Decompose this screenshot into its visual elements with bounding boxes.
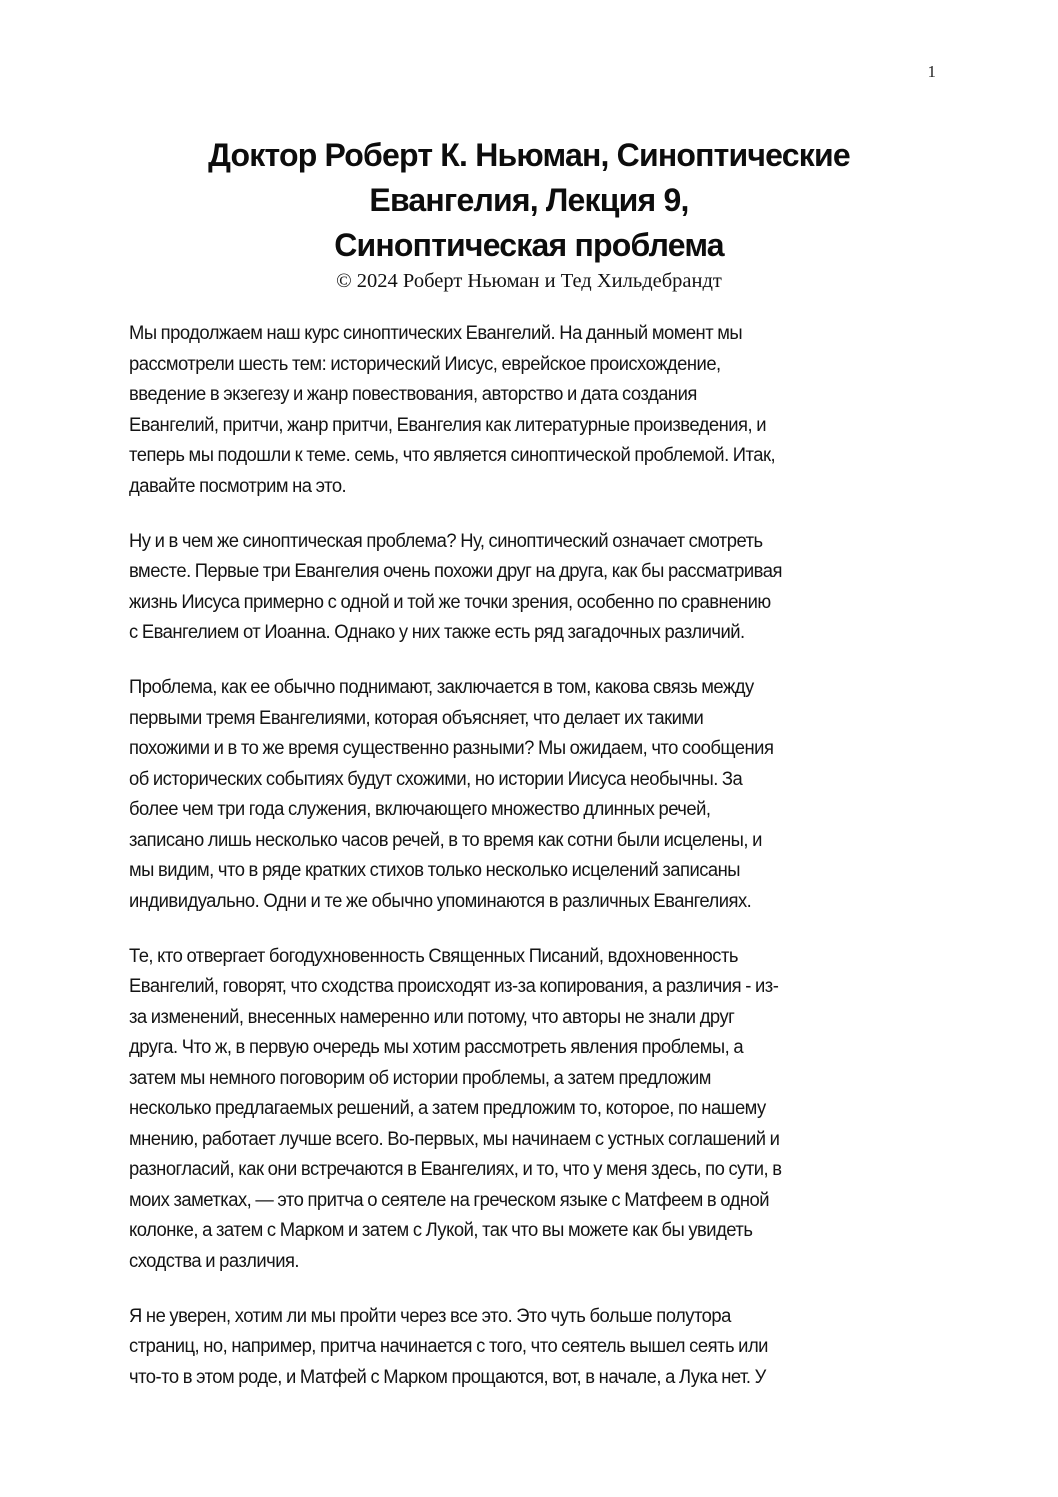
text-line: страниц, но, например, притча начинается с того, что сеятель вышел сеять или [129, 1335, 768, 1357]
document-body [129, 318, 949, 1417]
text-line: Те, кто отвергает богодухновенность Священных Писаний, вдохновенность [129, 944, 738, 967]
text-line: за изменений, внесенных намеренно или потому, что авторы не знали друг [129, 1005, 735, 1028]
text-line: колонке, а затем с Марком и затем с Лукой, так что вы можете как бы увидеть [129, 1219, 753, 1241]
text-line: друга. Что ж, в первую очередь мы хотим рассмотреть явления проблемы, а [129, 1036, 744, 1058]
text-line: жизнь Иисуса примерно с одной и той же точки зрения, особенно по сравнению [129, 590, 771, 613]
text-line: более чем три года служения, включающего множество длинных речей, [129, 798, 711, 820]
paragraph-1 [129, 318, 949, 501]
text-line: вместе. Первые три Евангелия очень похожи друг на друга, как бы рассматривая [129, 560, 782, 582]
paragraph-5 [129, 1301, 949, 1393]
text-line: разногласий, как они встречаются в Евангелиях, и то, что у меня здесь, по сути, в [129, 1158, 782, 1180]
document-title-line-2: Евангелия, Лекция 9, [369, 182, 689, 218]
text-line: несколько предлагаемых решений, а затем предложим то, которое, по нашему [129, 1097, 766, 1119]
paragraph-2 [129, 526, 949, 648]
page-number: 1 [927, 62, 936, 81]
paragraph-4 [129, 941, 949, 1277]
text-line: Евангелий, говорят, что сходства происходят из-за копирования, а различия - из- [129, 975, 779, 997]
text-line: об исторических событиях будут схожими, но истории Иисуса необычны. За [129, 767, 743, 790]
text-line: теперь мы подошли к теме. семь, что является синоптической проблемой. Итак, [129, 444, 776, 466]
text-line: записано лишь несколько часов речей, в то время как сотни были исцелены, и [129, 828, 762, 851]
text-line: индивидуально. Одни и те же обычно упоминаются в различных Евангелиях. [129, 889, 752, 912]
text-line: похожими и в то же время существенно разными? Мы ожидаем, что сообщения [129, 737, 774, 759]
text-line: рассмотрели шесть тем: исторический Иисус, еврейское происхождение, [129, 352, 721, 375]
text-line: мнению, работает лучше всего. Во-первых, мы начинаем с устных соглашений и [129, 1127, 780, 1150]
text-line: затем мы немного поговорим об истории проблемы, а затем предложим [129, 1066, 711, 1089]
document-header [100, 133, 958, 294]
text-line: давайте посмотрим на это. [129, 474, 347, 497]
text-line: Проблема, как ее обычно поднимают, заключается в том, какова связь между [129, 676, 754, 698]
text-line: Евангелий, притчи, жанр притчи, Евангелия как литературные произведения, и [129, 413, 767, 436]
text-line: первыми тремя Евангелиями, которая объясняет, что делает их такими [129, 706, 704, 729]
text-line: что-то в этом роде, и Матфей с Марком прощаются, вот, в начале, а Лука нет. У [129, 1365, 766, 1388]
text-line: сходства и различия. [129, 1249, 300, 1272]
text-line: с Евангелием от Иоанна. Однако у них также есть ряд загадочных различий. [129, 621, 745, 643]
text-line: введение в экзегезу и жанр повествования, авторство и дата создания [129, 383, 697, 405]
copyright-notice: © 2024 Роберт Ньюман и Тед Хильдебрандт [336, 270, 722, 292]
document-title-line-3: Синоптическая проблема [334, 227, 724, 263]
text-line: Я не уверен, хотим ли мы пройти через все это. Это чуть больше полутора [129, 1304, 731, 1327]
document-title-line-1: Доктор Роберт К. Ньюман, Синоптические [208, 137, 850, 173]
paragraph-3 [129, 672, 949, 916]
text-line: моих заметках, — это притча о сеятеле на греческом языке с Матфеем в одной [129, 1188, 769, 1211]
text-line: мы видим, что в ряде кратких стихов только несколько исцелений записаны [129, 859, 741, 881]
text-line: Мы продолжаем наш курс синоптических Евангелий. На данный момент мы [129, 322, 743, 344]
text-line: Ну и в чем же синоптическая проблема? Ну, синоптический означает смотреть [129, 529, 763, 552]
